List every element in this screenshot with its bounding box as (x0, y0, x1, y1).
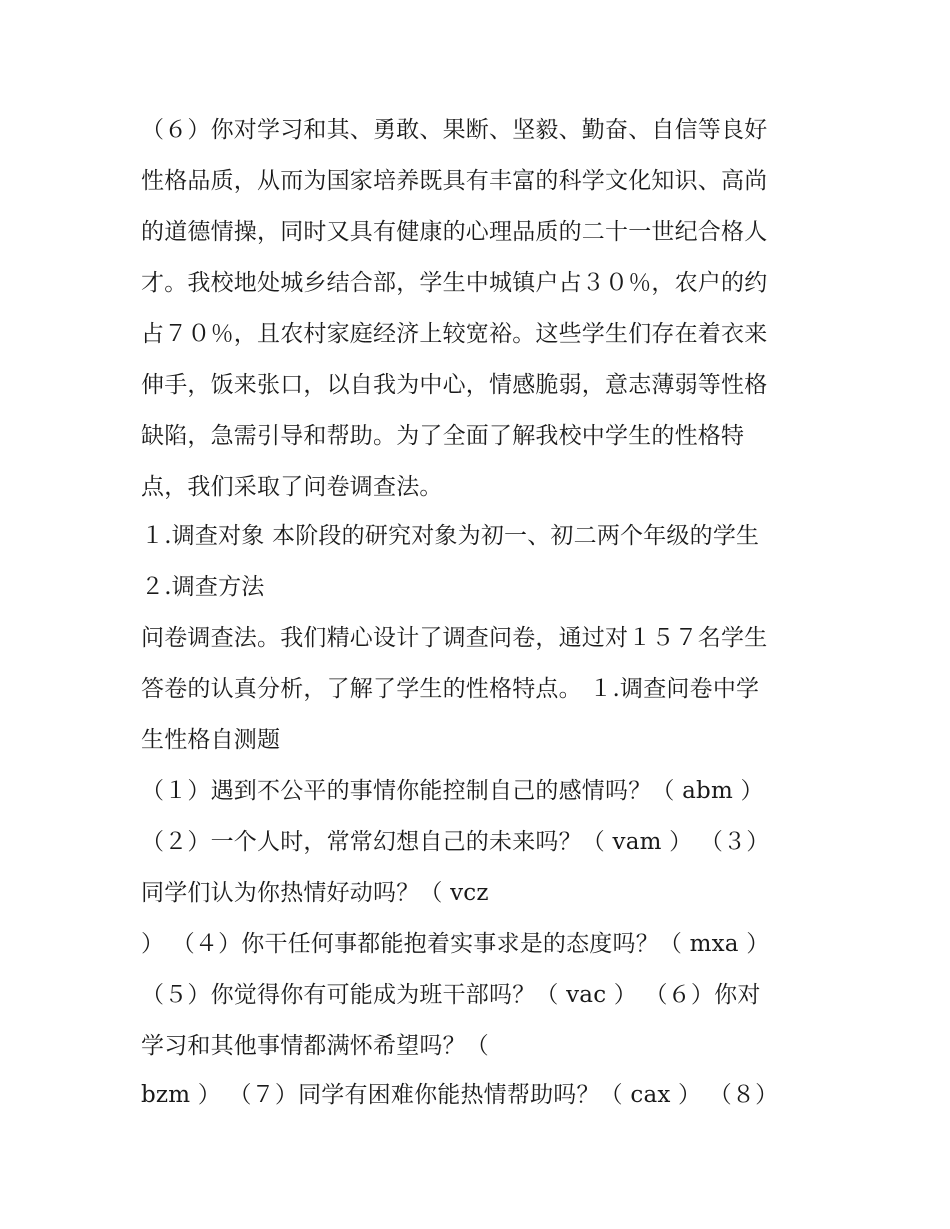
text-line-2: 性格品质，从而为国家培养既具有丰富的科学文化知识、高尚 (141, 168, 768, 194)
text-line-14: （１）遇到不公平的事情你能控制自己的感情吗？（ abm ） (141, 778, 764, 804)
text-line-1: （６）你对学习和其、勇敢、果断、坚毅、勤奋、自信等良好 (141, 117, 768, 143)
text-line-19: 学习和其他事情都满怀希望吗？（ (141, 1033, 489, 1059)
text-line-16: 同学们认为你热情好动吗？（ vcz (141, 880, 489, 906)
text-line-3: 的道德情操，同时又具有健康的心理品质的二十一世纪合格人 (141, 219, 768, 245)
text-line-20: bzm ） （７）同学有困难你能热情帮助吗？（ cax ） （８） (141, 1082, 779, 1108)
text-line-6: 伸手，饭来张口，以自我为中心，情感脆弱，意志薄弱等性格 (141, 372, 768, 398)
text-line-10: ２.调查方法 (141, 574, 265, 600)
text-line-4: 才。我校地处城乡结合部，学生中城镇户占３０％，农户的约 (141, 270, 768, 296)
text-line-13: 生性格自测题 (141, 727, 281, 753)
text-line-9: １.调查对象 本阶段的研究对象为初一、初二两个年级的学生 (141, 523, 760, 549)
text-line-8: 点，我们采取了问卷调查法。 (141, 474, 443, 500)
text-line-5: 占７０％，且农村家庭经济上较宽裕。这些学生们存在着衣来 (141, 321, 768, 347)
text-line-15: （２）一个人时，常常幻想自己的未来吗？（ vam ） （３） (141, 829, 770, 855)
text-line-18: （５）你觉得你有可能成为班干部吗？（ vac ） （６）你对 (141, 982, 761, 1008)
text-line-7: 缺陷，急需引导和帮助。为了全面了解我校中学生的性格特 (141, 423, 745, 449)
text-line-17: ） （４）你干任何事都能抱着实事求是的态度吗？（ mxa ） (141, 931, 770, 957)
text-line-12: 答卷的认真分析，了解了学生的性格特点。 １.调查问卷中学 (141, 676, 760, 702)
text-line-11: 问卷调查法。我们精心设计了调查问卷，通过对１５７名学生 (141, 625, 768, 651)
